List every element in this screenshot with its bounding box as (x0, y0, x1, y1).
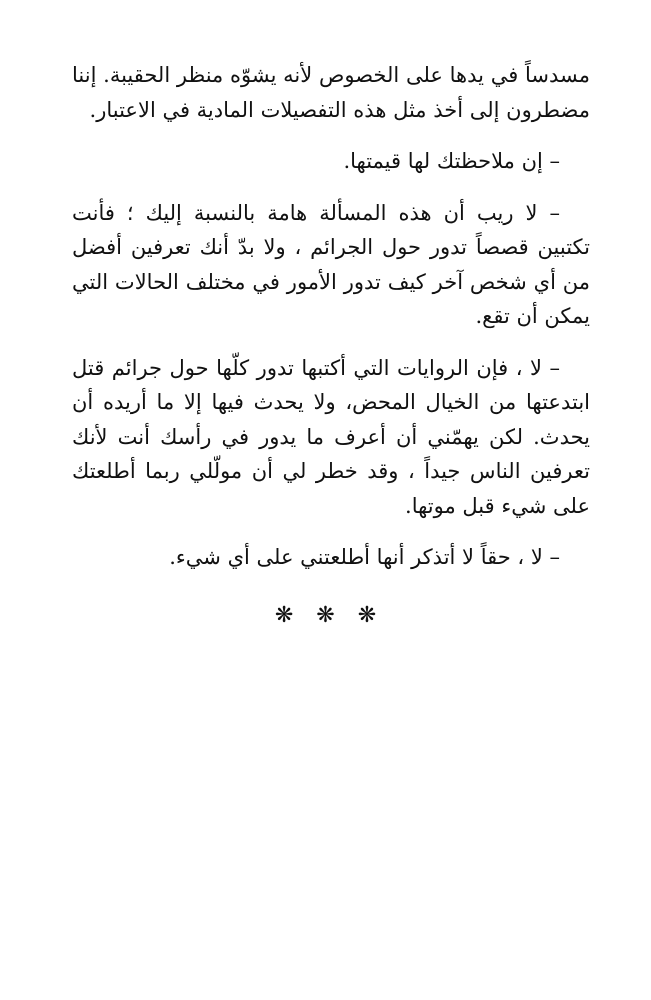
section-break-ornament (0, 603, 651, 628)
page-text (72, 58, 590, 592)
paragraph-dialogue: – لا ، فإن الروايات التي أكتبها تدور كلّها حول جرائم قتل ابتدعتها من الخيال المحض، ولا يحدث فيها إلا ما أريده أن يحدث. لكن يهمّني أن أعرف ما يدور في رأسك أنت لأنك تعرفين الناس جيداً ، وقد خطر لي أن مولّلي ربما أطلعتك على شيء قبل موتها. (72, 355, 590, 518)
asterism-icon: ❋ (274, 603, 294, 628)
asterism-icon: ❋ (316, 603, 335, 628)
paragraph-dialogue: – لا ريب أن هذه المسألة هامة بالنسبة إليك ؛ فأنت تكتبين قصصاً تدور حول الجرائم ، ولا بدّ أنك تعرفين أفضل من أي شخص آخر كيف تدور الأمور في مختلف الحالات التي يمكن أن تقع. (72, 200, 590, 328)
paragraph-dialogue: – إن ملاحظتك لها قيمتها. (343, 149, 560, 173)
paragraph-dialogue: – لا ، حقاً لا أتذكر أنها أطلعتني على أي شيء. (169, 545, 560, 569)
asterism-icon: ❋ (357, 603, 377, 628)
paragraph-continuation: مسدساً في يدها على الخصوص لأنه يشوّه منظر الحقيبة. إننا مضطرون إلى أخذ مثل هذه التفصيلات المادية في الاعتبار. (72, 63, 590, 122)
